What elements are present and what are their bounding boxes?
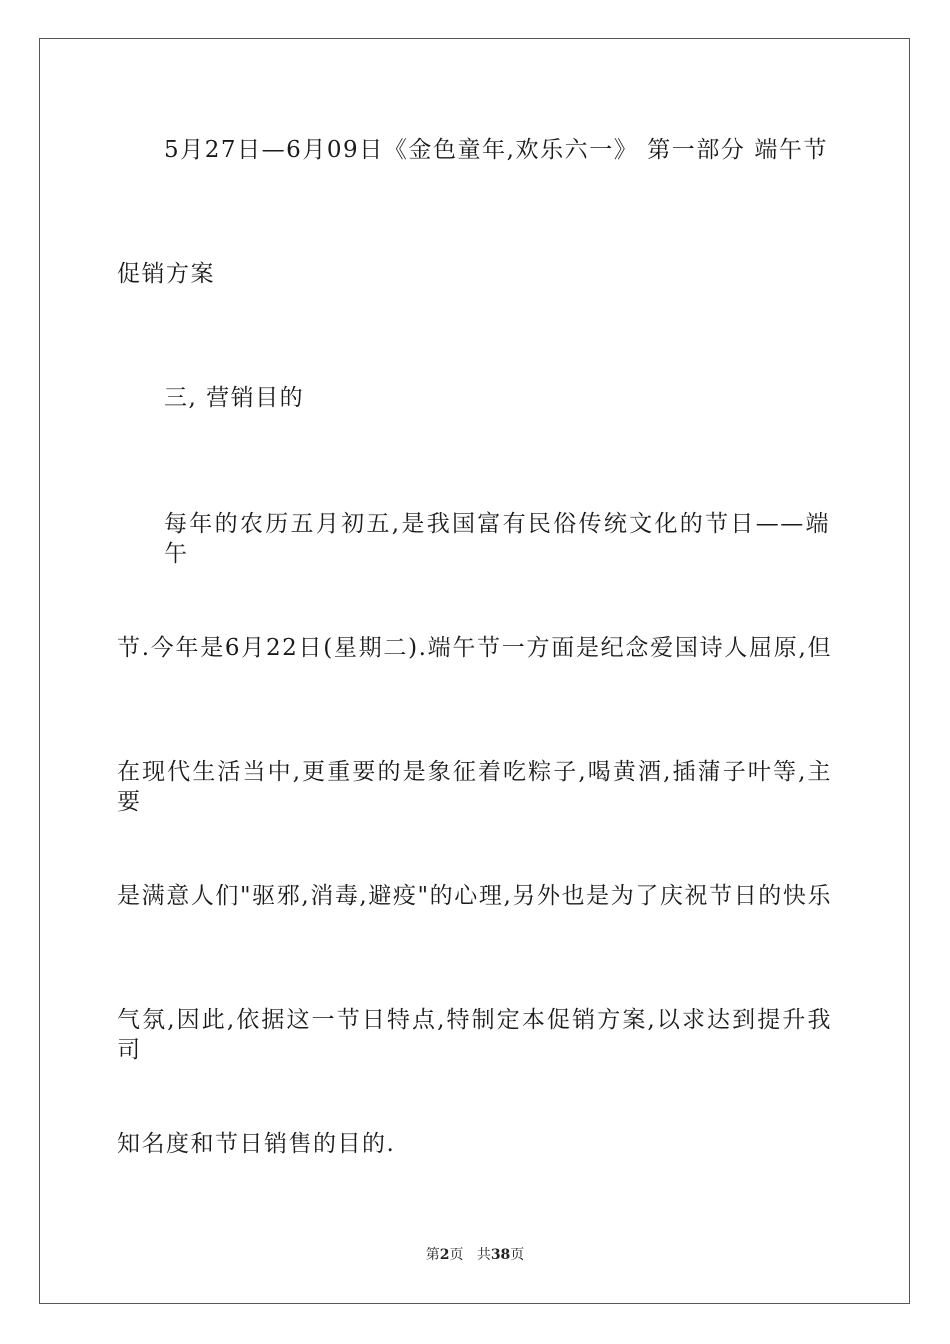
footer-total-pages: 38	[490, 1247, 511, 1263]
page-footer	[0, 1246, 950, 1264]
text-line-1: 5月27日—6月09日《金色童年,欢乐六一》 第一部分 端午节	[164, 137, 828, 163]
footer-page-number: 2	[439, 1247, 450, 1263]
footer-page-prefix: 第	[425, 1247, 440, 1263]
text-line-5: 节.今年是6月22日(星期二).端午节一方面是纪念爱国诗人屈原,但	[117, 635, 832, 661]
page-frame	[39, 38, 910, 1304]
footer-page-suffix: 页	[449, 1247, 464, 1263]
text-line-9: 知名度和节日销售的目的.	[117, 1131, 396, 1157]
text-line-6: 在现代生活当中,更重要的是象征着吃粽子,喝黄酒,插蒲子叶等,主要	[117, 759, 832, 815]
section-heading: 三, 营销目的	[164, 385, 305, 411]
text-line-7: 是满意人们"驱邪,消毒,避疫"的心理,另外也是为了庆祝节日的快乐	[117, 883, 832, 909]
text-line-2: 促销方案	[117, 261, 215, 287]
footer-total-prefix: 共	[476, 1247, 491, 1263]
text-line-8: 气氛,因此,依据这一节日特点,特制定本促销方案,以求达到提升我司	[117, 1007, 832, 1063]
footer-total-suffix: 页	[510, 1247, 525, 1263]
text-line-4: 每年的农历五月初五,是我国富有民俗传统文化的节日——端午	[164, 511, 830, 567]
